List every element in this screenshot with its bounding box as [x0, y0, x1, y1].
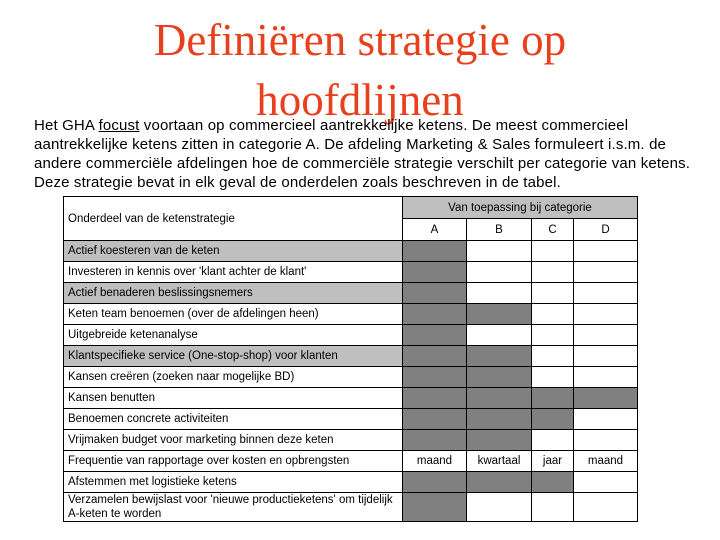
- row-label-text: Frequentie van rapportage over kosten en opbrengsten: [68, 455, 350, 467]
- table-row: [64, 325, 638, 346]
- intro-text-rest: voortaan op commercieel aantrekkelijke ketens. De meest commercieel aantrekkelijke ketens zitten in categorie A. De afdeling Marketing & Sales formuleert i.s.m. de andere commerciële afdelingen hoe de commerciële strategie verschilt per categorie van ketens. Deze strategie bevat in elk geval de onderdelen zoals beschreven in de tabel.: [34, 117, 691, 191]
- header-category-b: B: [467, 219, 532, 241]
- table-row: [64, 451, 638, 472]
- row-label: [64, 367, 403, 388]
- category-a-applicable-cell: [403, 367, 467, 388]
- intro-underlined-word: focust: [98, 117, 140, 134]
- category-c-empty-cell: [532, 367, 574, 388]
- category-b-empty-cell: [467, 283, 532, 304]
- category-b-applicable-cell: [467, 346, 532, 367]
- category-b-applicable-cell: [467, 430, 532, 451]
- category-d-applicable-cell: [574, 388, 638, 409]
- row-label-text: Klantspecifieke service (One-stop-shop) voor klanten: [68, 350, 338, 362]
- category-a-applicable-cell: [403, 472, 467, 493]
- category-a-applicable-cell: [403, 241, 467, 262]
- row-label: [64, 451, 403, 472]
- intro-paragraph: [34, 116, 694, 192]
- category-b-applicable-cell: [467, 472, 532, 493]
- category-c-applicable-cell: [532, 409, 574, 430]
- row-label-text: Keten team benoemen (over de afdelingen heen): [68, 308, 319, 320]
- category-a-applicable-cell: [403, 346, 467, 367]
- row-label: [64, 241, 403, 262]
- category-d-empty-cell: [574, 367, 638, 388]
- category-a-applicable-cell: [403, 409, 467, 430]
- slide-title-line-2: hoofdlijnen: [256, 75, 464, 125]
- row-label: [64, 409, 403, 430]
- category-a-applicable-cell: [403, 325, 467, 346]
- table-row: [64, 409, 638, 430]
- category-d-empty-cell: [574, 325, 638, 346]
- category-a-applicable-cell: [403, 304, 467, 325]
- row-label-text: Vrijmaken budget voor marketing binnen deze keten: [68, 434, 334, 446]
- category-c-empty-cell: [532, 430, 574, 451]
- strategy-table: [63, 196, 638, 522]
- category-d-empty-cell: [574, 241, 638, 262]
- category-b-applicable-cell: [467, 367, 532, 388]
- category-d-empty-cell: [574, 346, 638, 367]
- row-label: [64, 388, 403, 409]
- row-label-text: Afstemmen met logistieke ketens: [68, 476, 237, 488]
- row-label: [64, 262, 403, 283]
- category-c-empty-cell: [532, 325, 574, 346]
- category-b-empty-cell: [467, 241, 532, 262]
- table-row: [64, 241, 638, 262]
- table-row: [64, 283, 638, 304]
- category-b-empty-cell: [467, 262, 532, 283]
- header-category-a: A: [403, 219, 467, 241]
- table-row: [64, 430, 638, 451]
- row-label: [64, 346, 403, 367]
- category-c-applicable-cell: [532, 388, 574, 409]
- category-c-empty-cell: [532, 304, 574, 325]
- category-d-empty-cell: [574, 283, 638, 304]
- category-c-empty-cell: [532, 262, 574, 283]
- category-d-empty-cell: [574, 430, 638, 451]
- row-label-text: Investeren in kennis over 'klant achter de klant': [68, 266, 307, 278]
- row-label-text: Verzamelen bewijslast voor 'nieuwe productieketens' om tijdelijk A-keten te worden: [68, 494, 393, 520]
- category-b-empty-cell: [467, 493, 532, 522]
- table-row: [64, 493, 638, 522]
- category-a-applicable-cell: [403, 430, 467, 451]
- slide-title-line-1: Definiëren strategie op: [153, 15, 567, 65]
- table-row: [64, 262, 638, 283]
- category-a-applicable-cell: [403, 493, 467, 522]
- category-c-applicable-cell: [532, 472, 574, 493]
- category-c-empty-cell: [532, 241, 574, 262]
- table-row: [64, 472, 638, 493]
- intro-text-start: Het GHA: [34, 117, 99, 134]
- row-label: [64, 283, 403, 304]
- category-b-frequency-cell: kwartaal: [467, 451, 532, 472]
- category-a-frequency-cell: maand: [403, 451, 467, 472]
- row-label: [64, 430, 403, 451]
- category-d-empty-cell: [574, 409, 638, 430]
- row-label: [64, 472, 403, 493]
- category-b-empty-cell: [467, 325, 532, 346]
- row-label-text: Actief koesteren van de keten: [68, 245, 220, 257]
- category-a-applicable-cell: [403, 388, 467, 409]
- category-d-empty-cell: [574, 262, 638, 283]
- category-c-empty-cell: [532, 346, 574, 367]
- row-label-text: Benoemen concrete activiteiten: [68, 413, 229, 425]
- category-c-empty-cell: [532, 493, 574, 522]
- table-row: [64, 388, 638, 409]
- row-label: [64, 493, 403, 522]
- row-label-text: Actief benaderen beslissingsnemers: [68, 287, 253, 299]
- header-component-label: Onderdeel van de ketenstrategie: [64, 197, 403, 241]
- row-label-text: Kansen benutten: [68, 392, 155, 404]
- category-d-empty-cell: [574, 493, 638, 522]
- table-row: [64, 367, 638, 388]
- category-b-applicable-cell: [467, 304, 532, 325]
- category-b-applicable-cell: [467, 409, 532, 430]
- header-category-d: D: [574, 219, 638, 241]
- category-c-empty-cell: [532, 283, 574, 304]
- row-label: [64, 304, 403, 325]
- category-a-applicable-cell: [403, 262, 467, 283]
- category-b-applicable-cell: [467, 388, 532, 409]
- table-row: [64, 346, 638, 367]
- table-row: [64, 304, 638, 325]
- category-c-frequency-cell: jaar: [532, 451, 574, 472]
- row-label-text: Uitgebreide ketenanalyse: [68, 329, 198, 341]
- category-d-empty-cell: [574, 472, 638, 493]
- row-label: [64, 325, 403, 346]
- category-d-frequency-cell: maand: [574, 451, 638, 472]
- row-label-text: Kansen creëren (zoeken naar mogelijke BD): [68, 371, 295, 383]
- category-a-applicable-cell: [403, 283, 467, 304]
- header-category-group: Van toepassing bij categorie: [403, 197, 638, 219]
- header-category-c: C: [532, 219, 574, 241]
- category-d-empty-cell: [574, 304, 638, 325]
